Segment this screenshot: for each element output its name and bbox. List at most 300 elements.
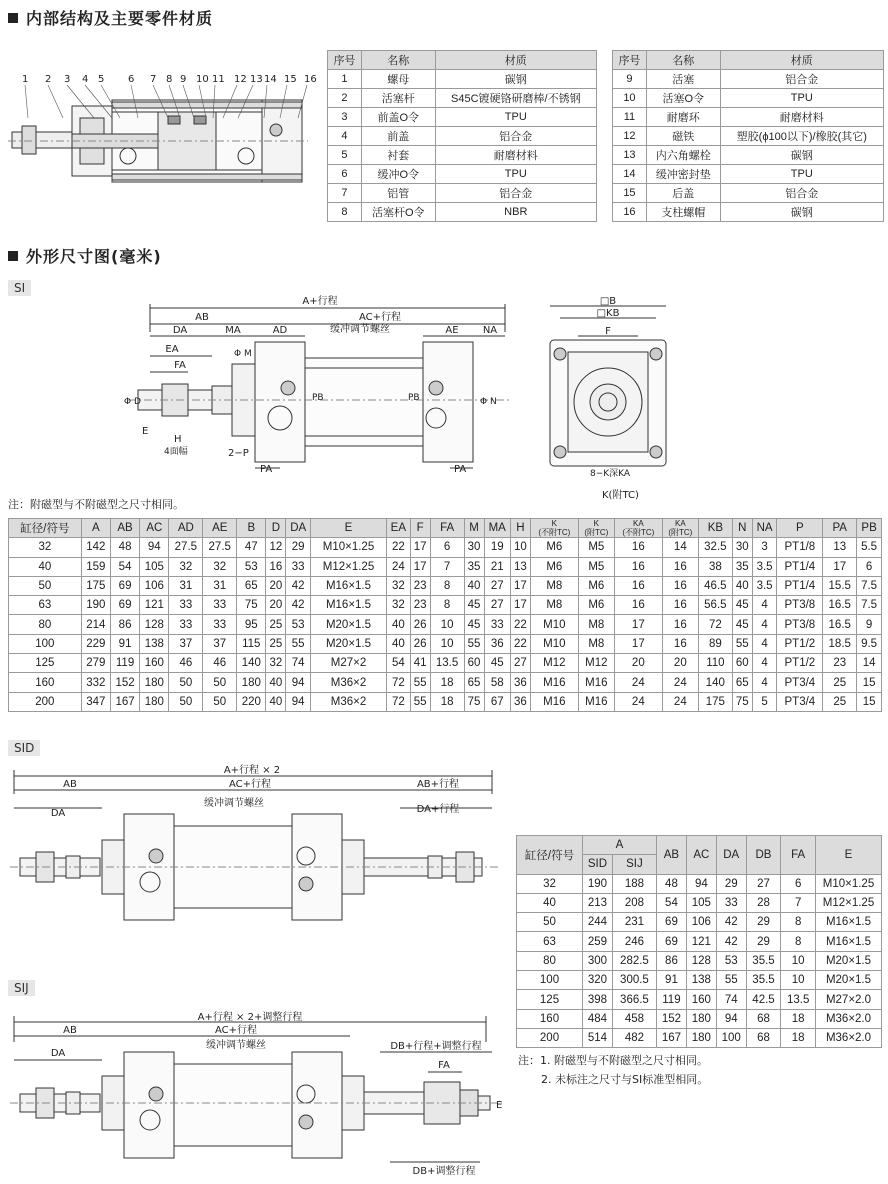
table-cell: 22	[510, 615, 530, 634]
table-cell: M8	[578, 615, 614, 634]
table-cell: 75	[237, 596, 266, 615]
table-cell: 16	[662, 596, 698, 615]
table-cell: 160	[686, 990, 716, 1009]
table-cell: 8	[328, 203, 362, 222]
table-cell: 69	[110, 576, 139, 595]
table-cell: PT1/2	[777, 654, 823, 673]
table-cell: 53	[716, 951, 746, 970]
table-cell: 300.5	[612, 971, 656, 990]
table-cell: 160	[517, 1009, 583, 1028]
table-cell: 50	[9, 576, 82, 595]
table-cell: 74	[716, 990, 746, 1009]
table-cell: 8	[781, 932, 816, 951]
table-row	[517, 913, 882, 932]
table-cell: 20	[266, 596, 286, 615]
table-row	[517, 951, 882, 970]
table-cell: 铝合金	[720, 70, 883, 89]
table-cell: 3.5	[752, 557, 777, 576]
table-cell: 支柱螺帽	[646, 203, 720, 222]
part-number-label: 12	[234, 74, 247, 85]
table-cell: 86	[110, 615, 139, 634]
table-cell: 69	[110, 596, 139, 615]
table-cell: 4	[752, 673, 777, 692]
dim-ac-stroke: AC+行程	[214, 1025, 258, 1036]
table-header: K (附TC)	[578, 519, 614, 538]
label-k-tc: K(附TC)	[602, 490, 639, 501]
table-cell: 前盖O令	[361, 108, 435, 127]
table-row	[517, 932, 882, 951]
sid-note-2: 2. 未标注之尺寸与SI标准型相同。	[541, 1073, 709, 1086]
table-cell: M12×1.25	[310, 557, 386, 576]
table-cell: M6	[530, 557, 578, 576]
table-cell: 50	[203, 673, 237, 692]
table-cell: 16	[614, 596, 662, 615]
table-header: EA	[387, 519, 411, 538]
table-cell: 13.5	[781, 990, 816, 1009]
table-cell: 10	[430, 615, 464, 634]
table-header: H	[510, 519, 530, 538]
table-cell: M36×2.0	[816, 1009, 882, 1028]
table-cell: 140	[698, 673, 732, 692]
table-header: KA (附TC)	[662, 519, 698, 538]
table-cell: 140	[237, 654, 266, 673]
table-cell: 94	[140, 538, 169, 557]
table-cell: 27	[510, 654, 530, 673]
table-cell: 50	[169, 673, 203, 692]
table-cell: 33	[484, 615, 510, 634]
table-cell: 35.5	[746, 951, 781, 970]
table-cell: 36	[510, 692, 530, 711]
si-dimension-table	[8, 518, 882, 712]
table-cell: 138	[686, 971, 716, 990]
table-cell: 106	[140, 576, 169, 595]
table-cell: M12	[578, 654, 614, 673]
table-cell: 8	[781, 913, 816, 932]
table-cell: 活塞	[646, 70, 720, 89]
table-header: FA	[430, 519, 464, 538]
table-row	[9, 654, 882, 673]
table-cell: 94	[286, 673, 311, 692]
table-cell: 80	[9, 615, 82, 634]
table-row	[9, 673, 882, 692]
table-row	[613, 127, 884, 146]
table-header: KB	[698, 519, 732, 538]
table-cell: 24	[662, 692, 698, 711]
table-cell: 45	[732, 615, 752, 634]
si-side-view-drawing	[120, 292, 520, 482]
table-cell: PT1/4	[777, 576, 823, 595]
table-cell: M16×1.5	[310, 576, 386, 595]
table-cell: 24	[387, 557, 411, 576]
table-header: D	[266, 519, 286, 538]
table-cell: 33	[169, 596, 203, 615]
dim-pa-left: PA	[260, 464, 273, 475]
table-cell: 48	[657, 874, 687, 893]
dim-ea: EA	[165, 344, 179, 355]
label-two-p: 2−P	[228, 448, 249, 459]
table-cell: 4	[328, 127, 362, 146]
part-number-label: 2	[45, 74, 52, 85]
table-cell: 32	[169, 557, 203, 576]
table-cell: 40	[266, 692, 286, 711]
table-row	[517, 1028, 882, 1047]
table-cell: M20×1.5	[310, 634, 386, 653]
table-cell: 17	[410, 538, 430, 557]
part-number-label: 10	[196, 74, 209, 85]
table-cell: 18.5	[823, 634, 857, 653]
table-cell: 160	[140, 654, 169, 673]
table-cell: 16	[614, 576, 662, 595]
header-a: A	[583, 836, 657, 855]
label-cushion-screw: 缓冲调节螺丝	[206, 1040, 266, 1051]
table-cell: 耐磨材料	[435, 146, 596, 165]
table-cell: M6	[578, 576, 614, 595]
sid-note-1: 注：1. 附磁型与不附磁型之尺寸相同。	[518, 1054, 708, 1067]
table-row	[613, 165, 884, 184]
table-row	[9, 596, 882, 615]
table-cell: S45C镀硬铬研磨棒/不锈钢	[435, 89, 596, 108]
table-cell: M5	[578, 538, 614, 557]
table-cell: 26	[410, 634, 430, 653]
table-cell: M20×1.5	[816, 951, 882, 970]
table-cell: 188	[612, 874, 656, 893]
table-row	[517, 1009, 882, 1028]
dim-square-b: □B	[599, 296, 617, 307]
table-cell: 铝合金	[435, 127, 596, 146]
part-number-label: 9	[180, 74, 187, 85]
table-cell: 缓冲密封垫	[646, 165, 720, 184]
table-cell: M16	[578, 673, 614, 692]
dim-f: F	[605, 326, 611, 337]
table-cell: 55	[464, 634, 484, 653]
table-cell: 16	[613, 203, 647, 222]
table-cell: 54	[387, 654, 411, 673]
dim-a-stroke2-adj: A+行程 × 2+调整行程	[197, 1012, 303, 1023]
table-cell: 碳钢	[720, 146, 883, 165]
part-number-label: 7	[150, 74, 157, 85]
table-cell: 衬套	[361, 146, 435, 165]
table-cell: TPU	[720, 89, 883, 108]
table-cell: 14	[857, 654, 882, 673]
table-cell: 18	[430, 692, 464, 711]
table-cell: 45	[464, 596, 484, 615]
header-sij: SIJ	[612, 855, 656, 874]
table-cell: 45	[732, 596, 752, 615]
table-cell: 16	[614, 538, 662, 557]
table-cell: TPU	[435, 165, 596, 184]
dim-fa: FA	[174, 360, 186, 371]
table-cell: M8	[530, 576, 578, 595]
sij-drawing	[10, 1012, 510, 1177]
table-cell: 91	[657, 971, 687, 990]
table-cell: 前盖	[361, 127, 435, 146]
table-cell: 15	[613, 184, 647, 203]
table-cell: 27.5	[169, 538, 203, 557]
table-cell: 42	[716, 913, 746, 932]
table-cell: 32	[203, 557, 237, 576]
table-cell: 125	[9, 654, 82, 673]
table-cell: 33	[203, 596, 237, 615]
table-cell: 72	[698, 615, 732, 634]
table-cell: 35.5	[746, 971, 781, 990]
table-cell: TPU	[435, 108, 596, 127]
table-cell: 缓冲O令	[361, 165, 435, 184]
table-header: AE	[203, 519, 237, 538]
table-cell: 180	[140, 673, 169, 692]
table-cell: 24	[662, 673, 698, 692]
table-cell: 55	[716, 971, 746, 990]
table-cell: 25	[823, 673, 857, 692]
table-cell: 142	[81, 538, 110, 557]
table-cell: 53	[237, 557, 266, 576]
table-cell: 482	[612, 1028, 656, 1047]
table-cell: 7.5	[857, 576, 882, 595]
table-cell: 27	[484, 576, 510, 595]
table-cell: M10	[530, 634, 578, 653]
table-cell: 46.5	[698, 576, 732, 595]
table-cell: 铝合金	[435, 184, 596, 203]
table-cell: 45	[484, 654, 510, 673]
table-cell: 15	[857, 692, 882, 711]
table-cell: 20	[614, 654, 662, 673]
dim-na: NA	[482, 325, 498, 336]
table-cell: M36×2	[310, 692, 386, 711]
table-cell: 10	[430, 634, 464, 653]
table-cell: 94	[716, 1009, 746, 1028]
table-header: PA	[823, 519, 857, 538]
table-cell: 1	[328, 70, 362, 89]
dim-da: DA	[50, 1048, 66, 1059]
table-cell: 15.5	[823, 576, 857, 595]
table-cell: 320	[583, 971, 613, 990]
table-cell: M12	[530, 654, 578, 673]
table-cell: 18	[781, 1028, 816, 1047]
table-cell: 46	[169, 654, 203, 673]
table-cell: 23	[823, 654, 857, 673]
header-material: 材质	[435, 51, 596, 70]
table-row	[517, 874, 882, 893]
dim-da: DA	[50, 808, 66, 819]
table-cell: 55	[410, 673, 430, 692]
table-header: DA	[286, 519, 311, 538]
header-fa: FA	[781, 836, 816, 875]
table-cell: 115	[237, 634, 266, 653]
part-number-label: 5	[98, 74, 105, 85]
table-cell: 17	[410, 557, 430, 576]
table-cell: 20	[266, 576, 286, 595]
table-cell: 366.5	[612, 990, 656, 1009]
table-row	[613, 184, 884, 203]
table-cell: 15	[857, 673, 882, 692]
table-row	[517, 893, 882, 912]
dim-ac-stroke: AC+行程	[358, 312, 402, 323]
table-cell: 152	[657, 1009, 687, 1028]
table-cell: 47	[237, 538, 266, 557]
table-cell: 200	[9, 692, 82, 711]
table-cell: 214	[81, 615, 110, 634]
table-cell: 29	[286, 538, 311, 557]
header-name: 名称	[646, 51, 720, 70]
table-cell: PT3/4	[777, 692, 823, 711]
header-material: 材质	[720, 51, 883, 70]
table-cell: 55	[410, 692, 430, 711]
square-bullet-icon	[8, 251, 18, 261]
table-cell: 5	[752, 692, 777, 711]
table-cell: 105	[686, 893, 716, 912]
label-cushion-screw: 缓冲调节螺丝	[204, 798, 264, 809]
header-bore: 缸径/符号	[517, 836, 583, 875]
table-cell: 100	[9, 634, 82, 653]
table-cell: 10	[613, 89, 647, 108]
table-cell: 332	[81, 673, 110, 692]
table-cell: 33	[286, 557, 311, 576]
table-cell: 106	[686, 913, 716, 932]
table-cell: 32	[387, 596, 411, 615]
table-cell: 100	[716, 1028, 746, 1047]
table-cell: 6	[328, 165, 362, 184]
table-cell: 17	[510, 576, 530, 595]
table-cell: 13	[613, 146, 647, 165]
si-note: 注：附磁型与不附磁型之尺寸相同。	[8, 498, 184, 511]
table-cell: 活塞O令	[646, 89, 720, 108]
part-number-label: 3	[64, 74, 71, 85]
dim-pa-right: PA	[454, 464, 467, 475]
section-dimension-title: 外形尺寸图(毫米)	[8, 244, 162, 267]
dim-phi-m: Φ M	[234, 349, 252, 359]
table-cell: 67	[484, 692, 510, 711]
table-cell: 30	[464, 538, 484, 557]
table-row	[328, 203, 597, 222]
table-cell: 铝管	[361, 184, 435, 203]
table-cell: 4	[752, 596, 777, 615]
table-cell: 40	[387, 615, 411, 634]
tag-sij: SIJ	[8, 980, 35, 996]
header-name: 名称	[361, 51, 435, 70]
table-cell: 塑胶(ϕ100以下)/橡胶(其它)	[720, 127, 883, 146]
dim-db-adj: DB+调整行程	[412, 1166, 476, 1177]
table-cell: 耐磨材料	[720, 108, 883, 127]
table-row	[613, 89, 884, 108]
leader-line	[48, 85, 63, 118]
table-header: A	[81, 519, 110, 538]
table-cell: 125	[517, 990, 583, 1009]
header-no: 序号	[613, 51, 647, 70]
table-cell: M36×2.0	[816, 1028, 882, 1047]
table-cell: 46	[203, 654, 237, 673]
table-cell: 19	[484, 538, 510, 557]
table-cell: 20	[662, 654, 698, 673]
table-cell: 16.5	[823, 596, 857, 615]
table-cell: 45	[464, 615, 484, 634]
table-cell: 458	[612, 1009, 656, 1028]
table-cell: 14	[662, 538, 698, 557]
table-cell: M16	[578, 692, 614, 711]
table-header: PB	[857, 519, 882, 538]
table-cell: 74	[286, 654, 311, 673]
table-cell: NBR	[435, 203, 596, 222]
table-cell: 167	[110, 692, 139, 711]
table-cell: 60	[732, 654, 752, 673]
table-cell: 33	[203, 615, 237, 634]
table-row	[613, 108, 884, 127]
dim-e: E	[496, 1100, 503, 1111]
header-db: DB	[746, 836, 781, 875]
table-header: B	[237, 519, 266, 538]
table-cell: 40	[266, 673, 286, 692]
table-cell: 42	[716, 932, 746, 951]
table-cell: 63	[517, 932, 583, 951]
table-cell: 56.5	[698, 596, 732, 615]
table-cell: 213	[583, 893, 613, 912]
table-row	[517, 990, 882, 1009]
table-cell: 11	[613, 108, 647, 127]
table-header: AD	[169, 519, 203, 538]
table-cell: 17	[614, 634, 662, 653]
table-cell: 6	[857, 557, 882, 576]
table-cell: 110	[698, 654, 732, 673]
table-cell: 31	[203, 576, 237, 595]
table-cell: 94	[286, 692, 311, 711]
table-cell: 5	[328, 146, 362, 165]
header-ab: AB	[657, 836, 687, 875]
part-number-label: 14	[264, 74, 277, 85]
table-cell: PT1/4	[777, 557, 823, 576]
table-cell: 13.5	[430, 654, 464, 673]
dim-a-stroke2: A+行程 × 2	[223, 765, 281, 776]
table-header: K (不附TC)	[530, 519, 578, 538]
table-row	[328, 89, 597, 108]
table-cell: 42	[286, 596, 311, 615]
table-cell: 29	[746, 913, 781, 932]
table-cell: 32	[266, 654, 286, 673]
dim-ae: AE	[445, 325, 459, 336]
label-cushion-screw: 缓冲调节螺丝	[330, 324, 390, 335]
table-row	[328, 165, 597, 184]
table-cell: 16	[662, 615, 698, 634]
table-cell: M20×1.5	[816, 971, 882, 990]
table-cell: 磁铁	[646, 127, 720, 146]
part-number-label: 1	[22, 74, 29, 85]
table-cell: M16	[530, 692, 578, 711]
table-cell: 54	[110, 557, 139, 576]
table-cell: 35	[464, 557, 484, 576]
table-row	[328, 184, 597, 203]
table-cell: 17	[614, 615, 662, 634]
header-sid: SID	[583, 855, 613, 874]
table-cell: 27	[484, 596, 510, 615]
table-row	[9, 615, 882, 634]
table-cell: 碳钢	[435, 70, 596, 89]
table-cell: TPU	[720, 165, 883, 184]
table-cell: 7.5	[857, 596, 882, 615]
table-cell: 4	[752, 634, 777, 653]
table-cell: 22	[387, 538, 411, 557]
table-cell: 229	[81, 634, 110, 653]
table-cell: M16×1.5	[816, 913, 882, 932]
table-header: KA (不附TC)	[614, 519, 662, 538]
dim-ab: AB	[195, 312, 209, 323]
table-cell: 259	[583, 932, 613, 951]
table-cell: 25	[266, 634, 286, 653]
part-number-label: 15	[284, 74, 297, 85]
table-cell: 220	[237, 692, 266, 711]
table-cell: 26	[410, 615, 430, 634]
table-cell: M8	[530, 596, 578, 615]
table-cell: 69	[657, 932, 687, 951]
table-cell: 活塞杆	[361, 89, 435, 108]
table-cell: 42.5	[746, 990, 781, 1009]
table-cell: 246	[612, 932, 656, 951]
